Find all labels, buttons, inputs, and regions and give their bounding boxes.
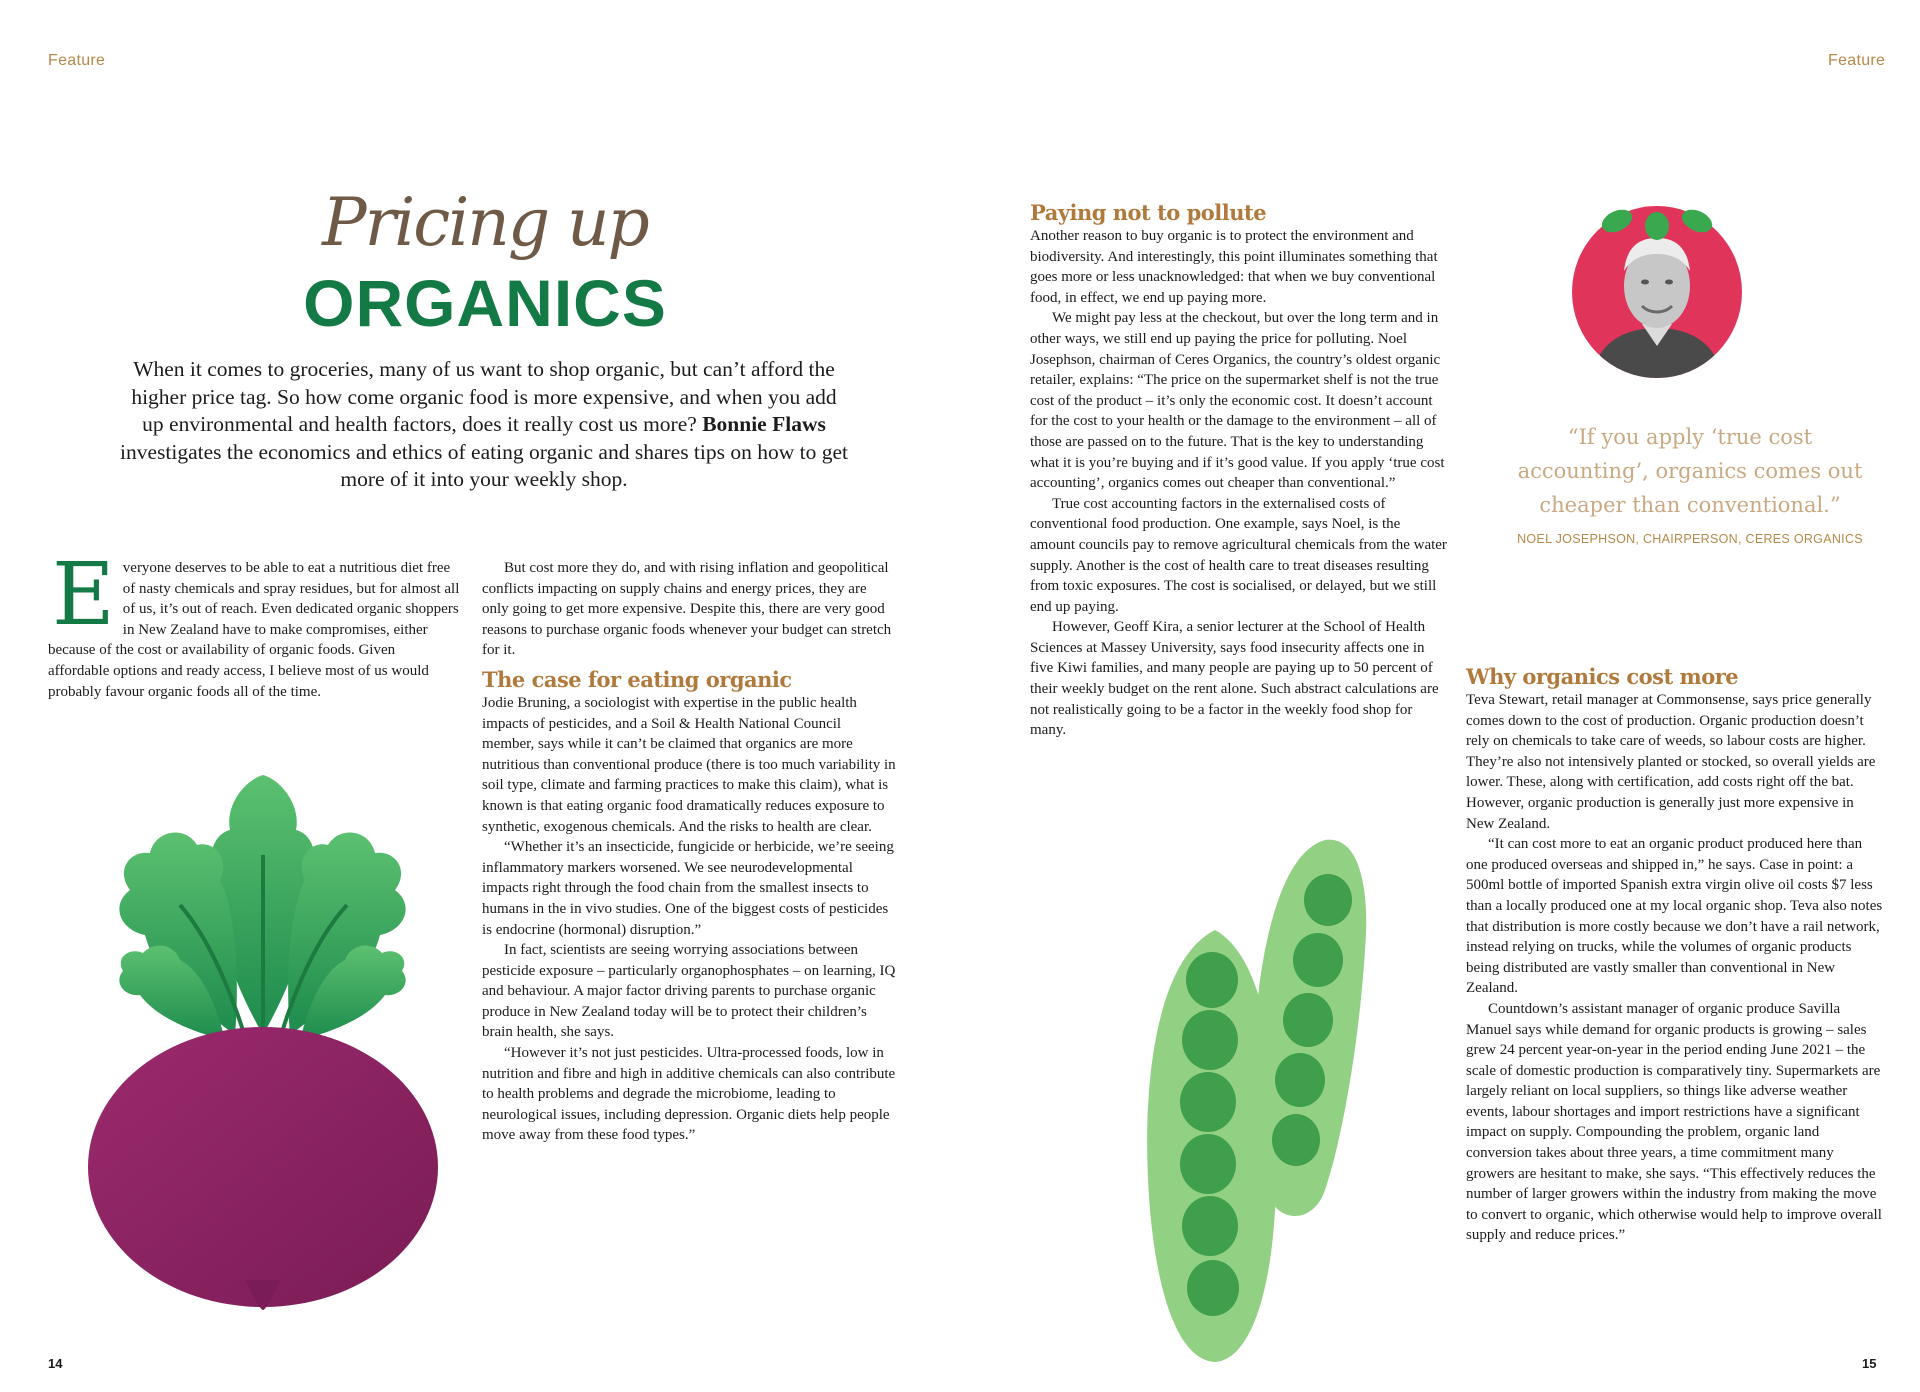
col2-paragraph-2: Jodie Bruning, a sociologist with expertise in the public health impacts of pesticides, and a Soil & Health National Council member, says while it can’t be claimed that organics are more nutritious than conventional produce (there is too much variability in soil type, climate and farming practices to make this claim), what is known is that eating organic food dramatically reduces exposure to synthetic, exogenous chemicals. And the risks to health are clear. xyxy=(482,694,896,835)
col1-body: veryone deserves to be able to eat a nutritious diet free of nasty chemicals and spray residues, but for almost all of us, it’s out of reach. Even dedicated organic shoppers in New Zealand have to make compromises, either because of the cost or availability of organic foods. Given affordable options and ready access, I believe most of us would probably favour organic foods all of the time. xyxy=(48,560,460,700)
section-label-left: Feature xyxy=(48,52,106,69)
portrait-photo xyxy=(1572,206,1742,378)
col3-paragraph-1: Another reason to buy organic is to protect the environment and biodiversity. And interestingly, this point illuminates something that goes more or less unacknowledged: that when we buy conventional food, in effect, we end up paying more. xyxy=(1030,228,1438,306)
pull-quote-attribution: NOEL JOSEPHSON, CHAIRPERSON, CERES ORGANICS xyxy=(1517,532,1863,546)
col2-paragraph-5: “However it’s not just pesticides. Ultra-processed foods, low in nutrition and fibre and high in additive chemicals can also contribute to health problems and degrade the microbiome, leading to neurological issues, including depression. Organic diets help people move away from these food types.” xyxy=(482,1045,896,1144)
title-line-2: ORGANICS xyxy=(303,266,667,340)
page-number-right: 15 xyxy=(1862,1356,1877,1371)
pull-quote: “If you apply ‘true cost accounting’, organics comes out cheaper than conventional.” xyxy=(1517,425,1863,517)
beetroot-illustration xyxy=(85,735,440,1310)
heading-paying-not-to-pollute: Paying not to pollute xyxy=(1030,200,1267,225)
pea-pods-illustration xyxy=(1120,830,1420,1365)
title-line-1: Pricing up xyxy=(322,184,648,261)
col3-paragraph-3: True cost accounting factors in the externalised costs of conventional food production. One example, says Noel, is the amount councils pay to remove agricultural chemicals from the water supply. Another is the cost of health care to treat diseases resulting from toxic exposures. The cost is socialised, or delayed, but we still end up paying. xyxy=(1030,495,1447,615)
beet-root xyxy=(88,1027,438,1307)
column-2 xyxy=(482,558,896,1146)
pea-pod-left xyxy=(1147,930,1277,1362)
author-name: Bonnie Flaws xyxy=(702,412,826,437)
col2-paragraph-1: But cost more they do, and with rising inflation and geopolitical conflicts impacting on supply chains and energy prices, they are only going to get more expensive. Despite this, there are very good reasons to purchase organic foods whenever your budget can stretch for it. xyxy=(482,560,892,659)
col2-paragraph-3: “Whether it’s an insecticide, fungicide or herbicide, we’re seeing inflammatory markers worsened. We see neurodevelopmental impacts right through the food chain from the smallest insects to humans in the in vivo studies. One of the biggest costs of pesticides is endocrine (hormonal) disruption.” xyxy=(482,839,894,938)
standfirst xyxy=(118,356,850,494)
col4-paragraph-3: Countdown’s assistant manager of organic produce Savilla Manuel says while demand for organic products is growing – sales grew 24 percent year-on-year in the period ending June 2021 – the scale of domestic production is comparatively tiny. Supermarkets are largely reliant on local suppliers, so things like adverse weather events, labour shortages and import restrictions have a significant impact on supply. Compounding the problem, organic land conversion takes about three years, a time commitment many growers are hesitant to make, she says. “This effectively reduces the number of larger growers within the industry from making the move to convert to organic, which otherwise would help to improve overall supply and reduce prices.” xyxy=(1466,1000,1882,1244)
pea-pod-right xyxy=(1253,840,1366,1216)
col3-paragraph-4: However, Geoff Kira, a senior lecturer at the School of Health Sciences at Massey University, says food insecurity affects one in five Kiwi families, and many people are paying up to 50 percent of their weekly budget on the rent alone. Such abstract calculations are not realistically going to be a factor in the weekly food shop for many. xyxy=(1030,619,1439,739)
heading-why-organics-cost-more: Why organics cost more xyxy=(1466,664,1739,689)
standfirst-text-a: When it comes to groceries, many of us want to shop organic, but can’t afford the higher price tag. So how come organic food is more expensive, and when you add up environmental and health factors, does it really cost us more? xyxy=(131,357,837,437)
page-number-left: 14 xyxy=(48,1356,63,1371)
column-4 xyxy=(1466,664,1884,1246)
col2-paragraph-4: In fact, scientists are seeing worrying associations between pesticide exposure – particularly organophosphates – on learning, IQ and behaviour. A major factor driving parents to purchase organic produce in New Zealand today will be to protect their children’s brain health, she says. xyxy=(482,942,896,1041)
section-label-right: Feature xyxy=(1828,52,1886,69)
standfirst-text-b: investigates the economics and ethics of eating organic and shares tips on how to get more of it into your weekly shop. xyxy=(119,439,849,492)
column-3 xyxy=(1030,200,1448,741)
col3-paragraph-2: We might pay less at the checkout, but over the long term and in other ways, we still end up paying the price for polluting. Noel Josephson, chairman of Ceres Organics, the country’s oldest organic retailer, explains: “The price on the supermarket shelf is not the true cost of the product – it’s only the economic cost. It doesn’t account for the cost to your health or the damage to the environment – all of those are passed on to the future. That is the key to understanding what it is you’re buying and if it’s good value. If you apply ‘true cost accounting’, organics comes out cheaper than conventional.” xyxy=(1030,310,1445,492)
drop-cap: E xyxy=(52,545,115,645)
col4-paragraph-1: Teva Stewart, retail manager at Commonsense, says price generally comes down to the cost of production. Organic production doesn’t rely on chemicals to take care of weeds, so labour costs are higher. They’re also not intensively planted or stocked, so overall yields are lower. These, along with certification, add costs right off the bat. However, organic production is generally just more expensive in New Zealand. xyxy=(1466,692,1876,832)
col4-paragraph-2: “It can cost more to eat an organic product produced here than one produced overseas and shipped in,” he says. Case in point: a 500ml bottle of imported Spanish extra virgin olive oil costs $7 less than a locally produced one at my local organic shop. Teva also notes that distribution is more costly because we don’t have a rail network, instead relying on trucks, while the volumes of organic products being distributed are vastly smaller than conventional in New Zealand. xyxy=(1466,836,1883,997)
column-1 xyxy=(48,545,460,702)
heading-case-for-organic: The case for eating organic xyxy=(482,666,792,692)
